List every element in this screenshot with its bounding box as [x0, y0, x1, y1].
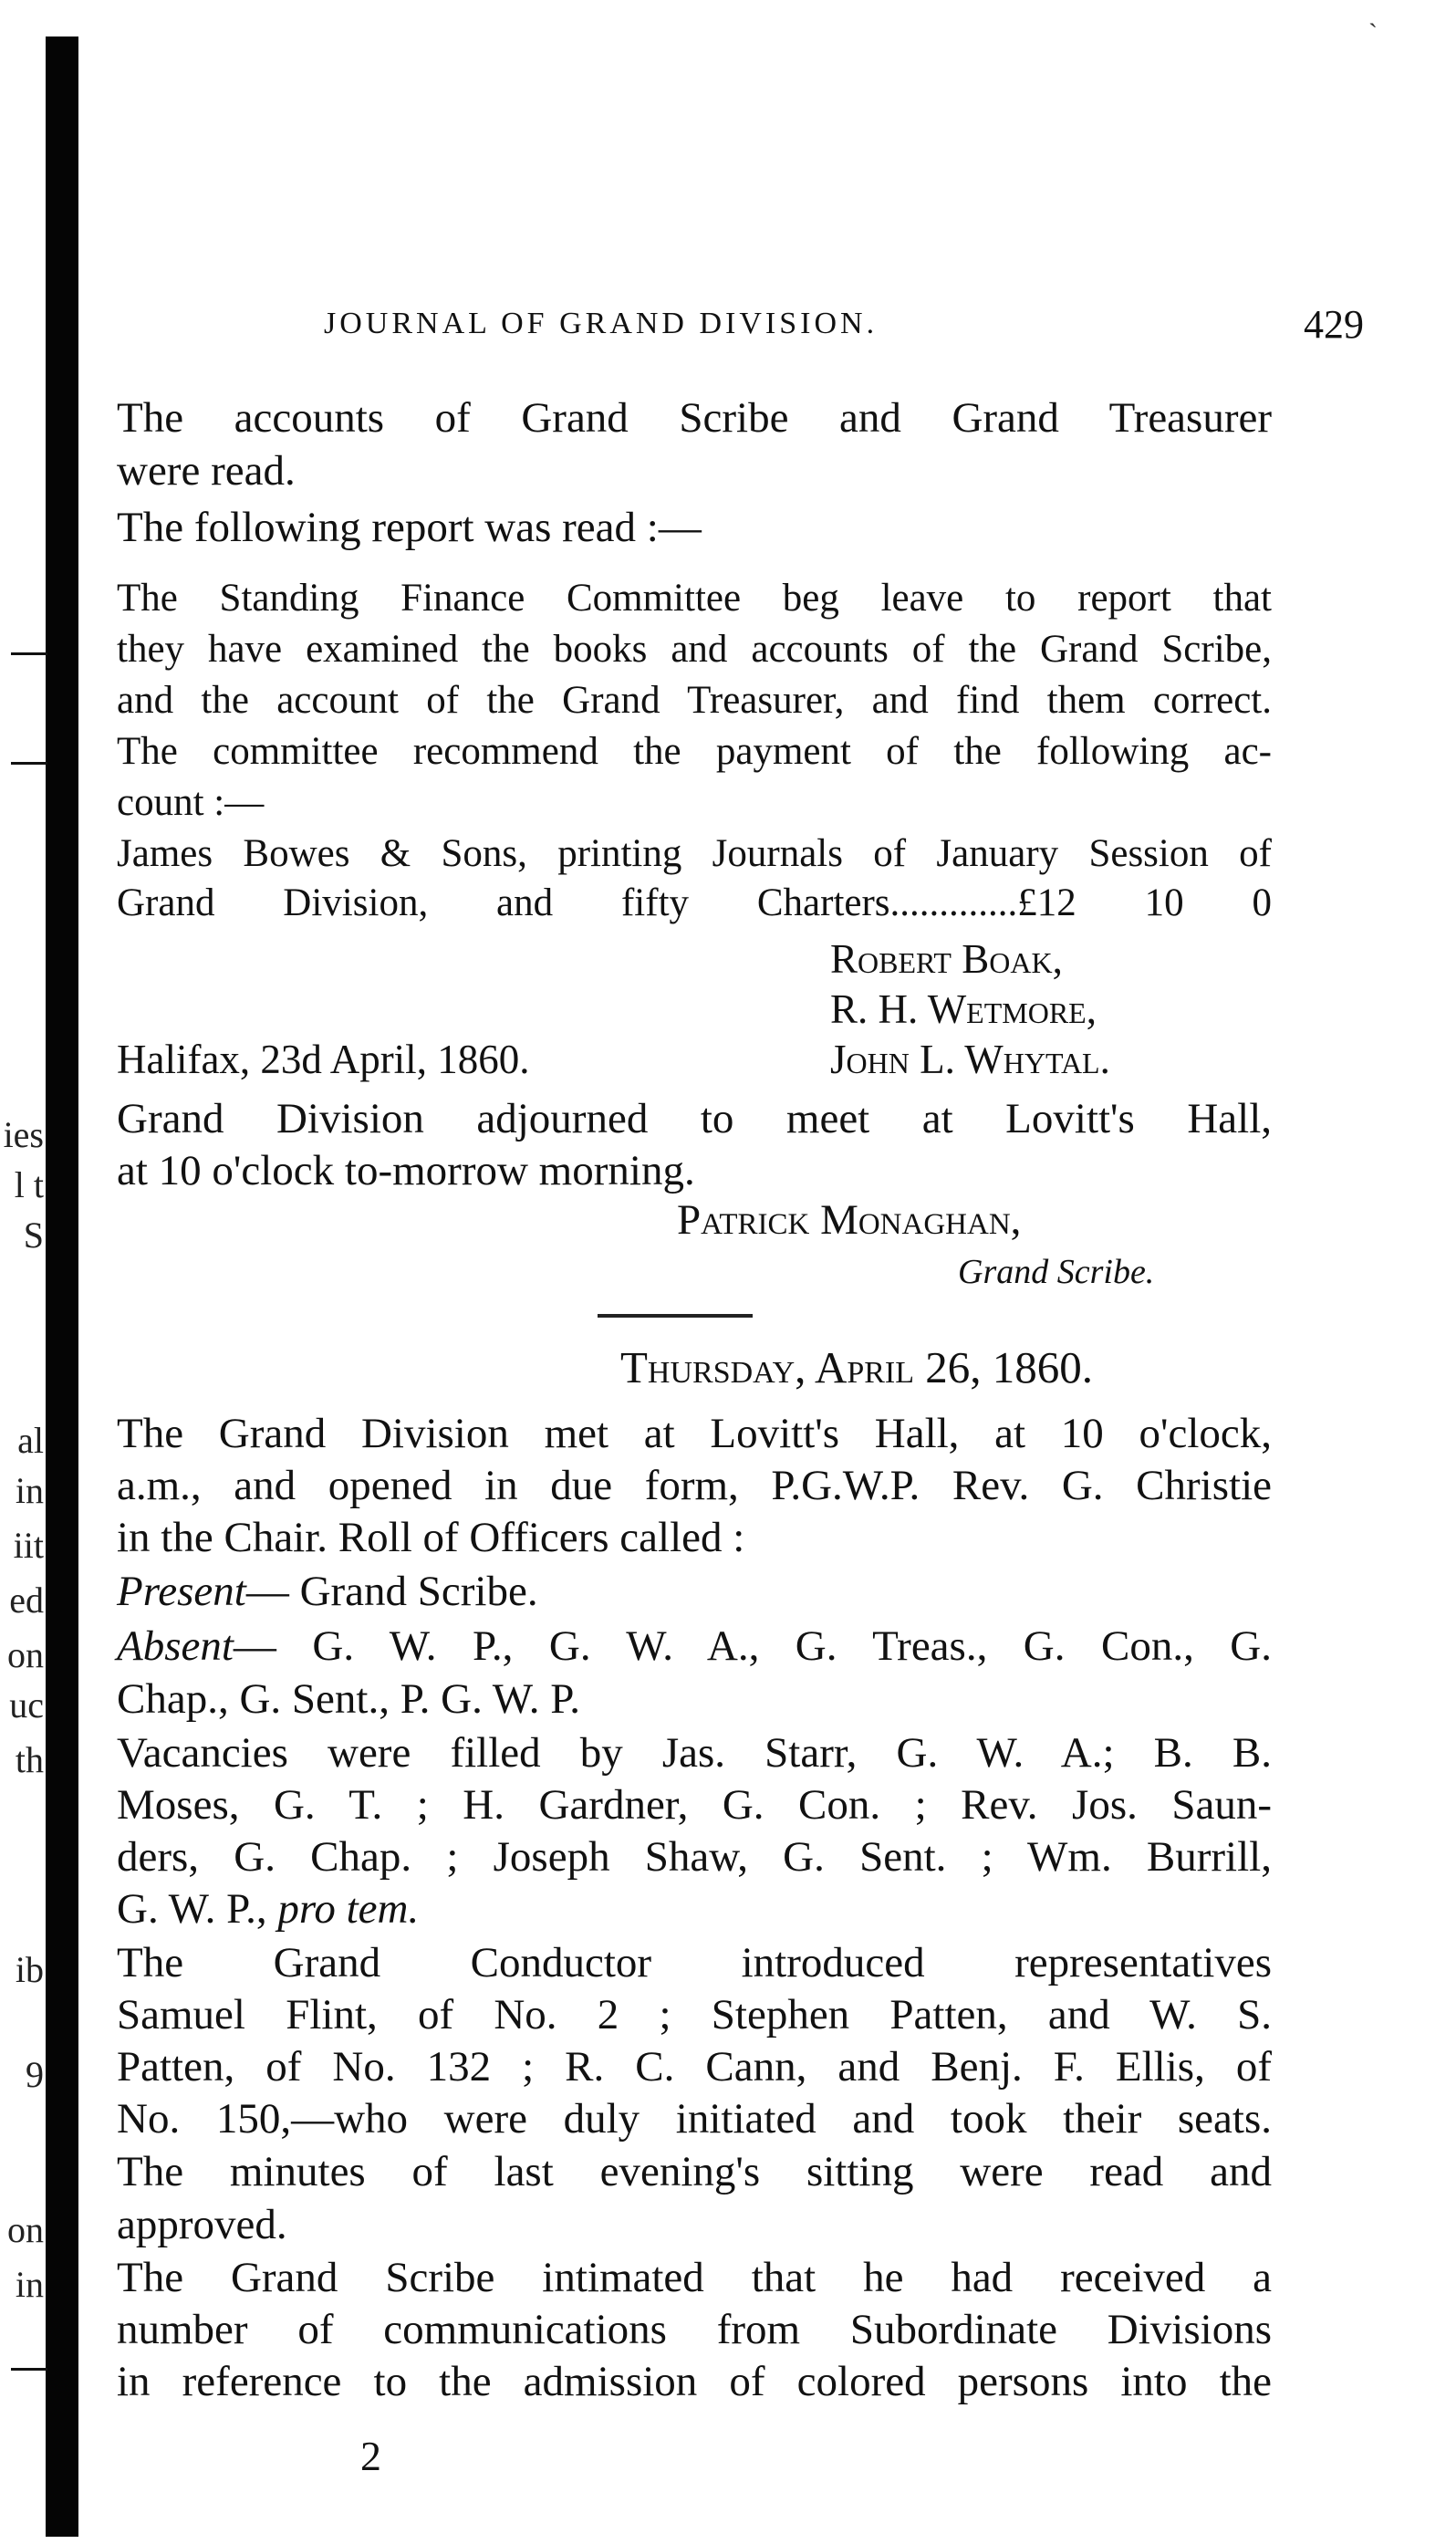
text-line: Patten, of No. 132 ; R. C. Cann, and Benj. F. Ellis, of [117, 2043, 1272, 2090]
text-line: The Grand Scribe intimated that he had received a [117, 2254, 1272, 2301]
report-intro: The following report was read :— [117, 504, 702, 551]
scribe-signature: Patrick Monaghan, [677, 1196, 1022, 1244]
session-heading: Thursday, April 26, 1860. [620, 1342, 1094, 1392]
text-line: Samuel Flint, of No. 2 ; Stephen Patten, and W. S. [117, 1991, 1272, 2038]
margin-fragment: on [7, 2209, 44, 2250]
pro-tem: pro tem. [277, 1885, 420, 1933]
vacancies-tail: G. W. P., [117, 1885, 278, 1933]
margin-fragment: S [23, 1215, 44, 1256]
margin-fragment: al [17, 1420, 44, 1461]
text-line: were read. [117, 447, 296, 495]
report-line: count :— [117, 781, 265, 824]
margin-fragment: ies [3, 1114, 44, 1155]
section-divider [598, 1314, 753, 1318]
text-line: number of communications from Subordinate Divisions [117, 2306, 1272, 2353]
text-line [117, 1883, 1272, 1934]
margin-fragment: on [7, 1634, 44, 1675]
margin-fragment: 9 [26, 2054, 44, 2095]
account-item-line: Grand Division, and fifty Charters.............£12 10 0 [117, 881, 1272, 924]
report-line: The committee recommend the payment of the following ac- [117, 730, 1272, 773]
text-line: a.m., and opened in due form, P.G.W.P. Rev. G. Christie [117, 1462, 1272, 1509]
margin-fragment: th [15, 1739, 44, 1780]
absent-line [117, 1621, 1272, 1672]
scribe-title: Grand Scribe. [958, 1253, 1155, 1291]
report-date: Halifax, 23d April, 1860. [117, 1037, 530, 1082]
report-line: The Standing Finance Committee beg leave to report that [117, 577, 1272, 620]
text-line: The Grand Conductor introduced representatives [117, 1939, 1272, 1986]
account-item-line: James Bowes & Sons, printing Journals of January Session of [117, 832, 1272, 875]
margin-fragment: in [15, 1470, 44, 1511]
margin-dash [11, 652, 47, 655]
committee-signatory: R. H. Wetmore, [830, 986, 1097, 1032]
text-line: in reference to the admission of colored persons into the [117, 2358, 1272, 2405]
margin-dash [11, 762, 47, 765]
report-line: they have examined the books and accounts of the Grand Scribe, [117, 628, 1272, 671]
committee-signatory: John L. Whytal. [830, 1037, 1110, 1082]
text-line: approved. [117, 2201, 287, 2248]
margin-fragment: l t [14, 1164, 44, 1205]
margin-fragment: ib [15, 1949, 44, 1990]
signature-mark: 2 [360, 2433, 381, 2479]
present-label: Present [117, 1568, 246, 1615]
text-line: Chap., G. Sent., P. G. W. P. [117, 1675, 580, 1723]
text-line: No. 150,—who were duly initiated and took their seats. [117, 2095, 1272, 2143]
text-line: The Grand Division met at Lovitt's Hall, at 10 o'clock, [117, 1410, 1272, 1457]
text-line: Moses, G. T. ; H. Gardner, G. Con. ; Rev. Jos. Saun- [117, 1781, 1272, 1829]
text-line: The accounts of Grand Scribe and Grand Treasurer [117, 394, 1272, 442]
committee-signatory: Robert Boak, [830, 936, 1063, 982]
present-text: — Grand Scribe. [245, 1568, 538, 1615]
text-line: ders, G. Chap. ; Joseph Shaw, G. Sent. ; Wm. Burrill, [117, 1833, 1272, 1881]
print-speck: ˋ [1368, 18, 1378, 48]
page-number: 429 [1304, 302, 1364, 347]
page-header [324, 301, 1364, 356]
running-title: JOURNAL OF GRAND DIVISION. [324, 307, 879, 340]
margin-fragment: ed [9, 1580, 44, 1621]
binding-spine [46, 36, 78, 2537]
text-line: Grand Division adjourned to meet at Lovitt's Hall, [117, 1095, 1272, 1142]
absent-text: — G. W. P., G. W. A., G. Treas., G. Con., G. [233, 1622, 1272, 1670]
text-line: The minutes of last evening's sitting were read and [117, 2148, 1272, 2195]
margin-fragment: uc [9, 1684, 44, 1726]
present-line [117, 1566, 1272, 1617]
text-line: at 10 o'clock to-morrow morning. [117, 1147, 695, 1194]
margin-fragment: iit [13, 1525, 44, 1566]
margin-fragment: in [15, 2264, 44, 2305]
text-line: in the Chair. Roll of Officers called : [117, 1514, 745, 1561]
absent-label: Absent [117, 1622, 234, 1670]
report-line: and the account of the Grand Treasurer, and find them correct. [117, 679, 1272, 722]
margin-dash [11, 2368, 47, 2371]
text-line: Vacancies were filled by Jas. Starr, G. W. A.; B. B. [117, 1729, 1272, 1777]
